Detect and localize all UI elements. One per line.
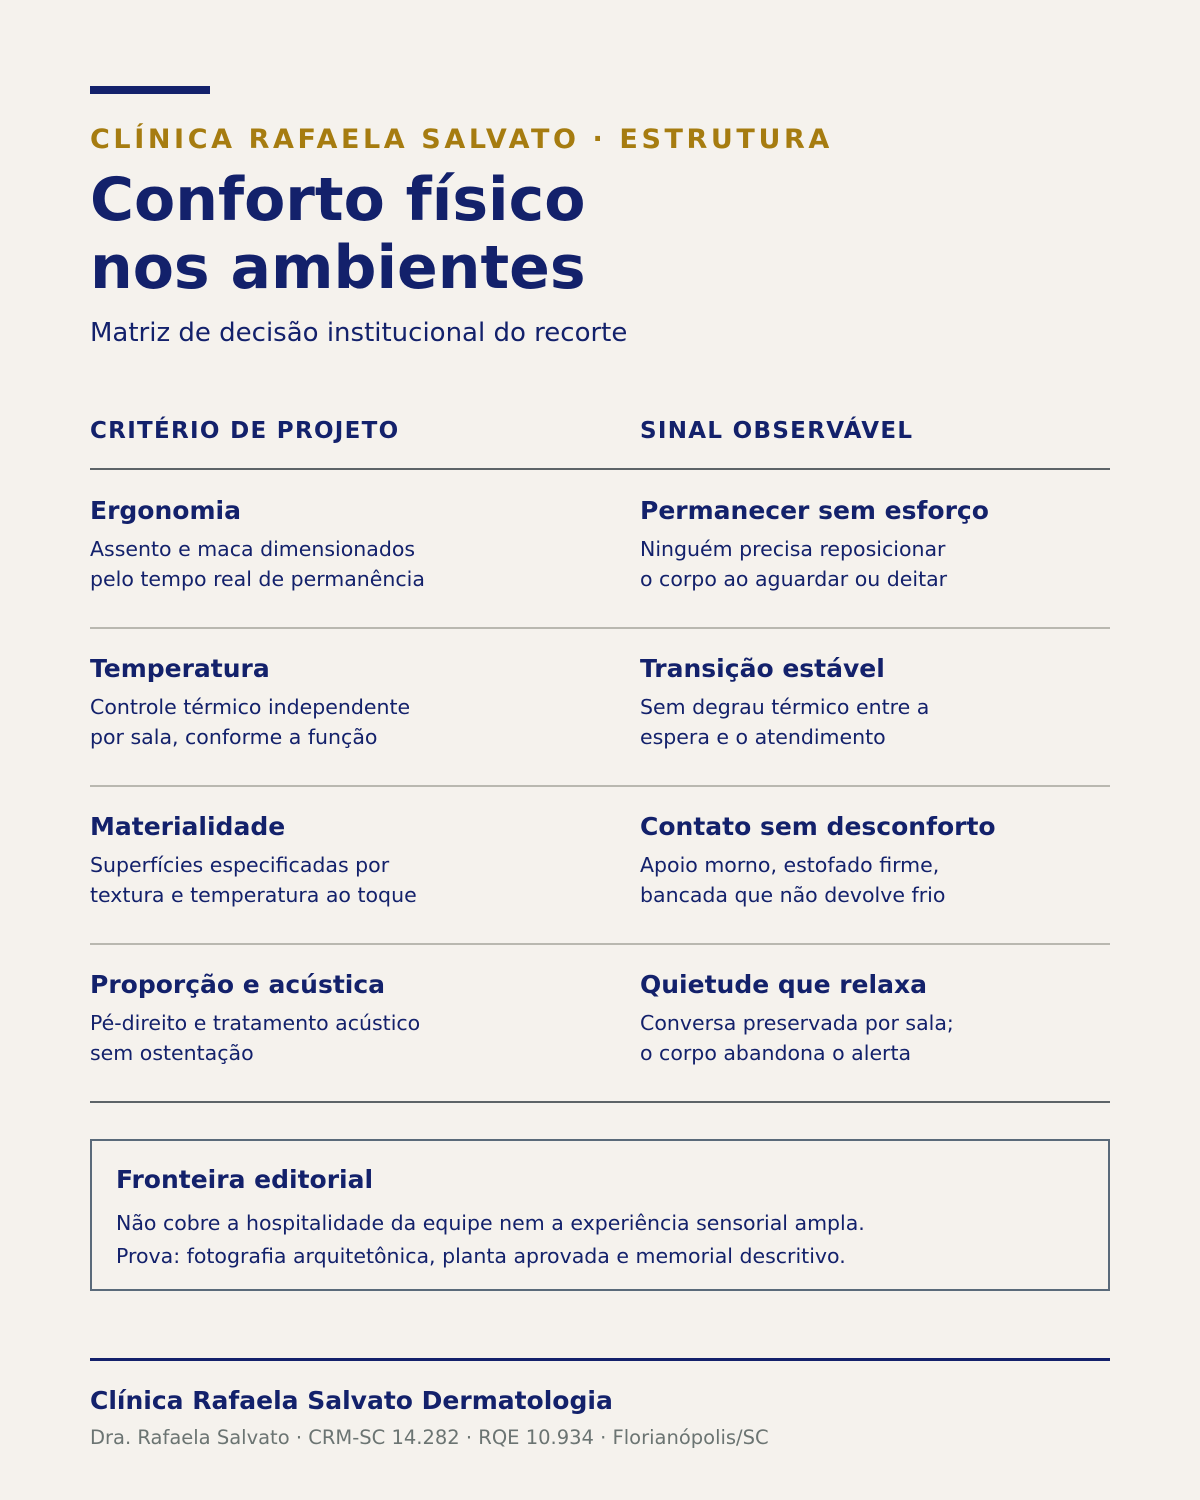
- column-header-criterion: CRITÉRIO DE PROJETO: [90, 418, 400, 444]
- description-line: textura e temperatura ao toque: [90, 883, 417, 907]
- description-line: Pé-direito e tratamento acústico: [90, 1011, 421, 1035]
- criterion-cell: [90, 786, 560, 910]
- footer-credentials: Dra. Rafaela Salvato · CRM-SC 14.282 · RQE 10.934 · Florianópolis/SC: [90, 1426, 769, 1449]
- description-line: Apoio morno, estofado firme,: [640, 853, 940, 877]
- description-line: o corpo ao aguardar ou deitar: [640, 567, 948, 591]
- signal-title: Transição estável: [640, 654, 885, 683]
- signal-cell: [640, 470, 1110, 594]
- kicker-label: CLÍNICA RAFAELA SALVATO · ESTRUTURA: [90, 124, 833, 155]
- description-line: sem ostentação: [90, 1041, 254, 1065]
- note-line: Prova: fotografia arquitetônica, planta aprovada e memorial descritivo.: [116, 1244, 846, 1268]
- description-line: espera e o atendimento: [640, 725, 886, 749]
- note-line: Não cobre a hospitalidade da equipe nem a experiência sensorial ampla.: [116, 1211, 865, 1235]
- criterion-description: [90, 534, 560, 594]
- signal-cell: [640, 628, 1110, 752]
- description-line: por sala, conforme a função: [90, 725, 378, 749]
- page-subtitle: Matriz de decisão institucional do recorte: [90, 318, 628, 348]
- criterion-description: [90, 1008, 560, 1068]
- description-line: pelo tempo real de permanência: [90, 567, 425, 591]
- editorial-note-box: [90, 1139, 1110, 1291]
- signal-cell: [640, 944, 1110, 1068]
- criterion-title: Proporção e acústica: [90, 970, 386, 999]
- matrix-row: [90, 944, 1110, 1102]
- page-title: [90, 166, 586, 302]
- accent-bar: [90, 86, 210, 94]
- matrix-row: [90, 628, 1110, 786]
- matrix-row: [90, 786, 1110, 944]
- signal-description: [640, 692, 1110, 752]
- criterion-title: Ergonomia: [90, 496, 241, 525]
- description-line: Conversa preservada por sala;: [640, 1011, 954, 1035]
- signal-description: [640, 534, 1110, 594]
- description-line: Superfícies especificadas por: [90, 853, 390, 877]
- criterion-cell: [90, 470, 560, 594]
- criterion-title: Materialidade: [90, 812, 286, 841]
- footer-clinic-name: Clínica Rafaela Salvato Dermatologia: [90, 1386, 613, 1415]
- signal-description: [640, 850, 1110, 910]
- criterion-cell: [90, 944, 560, 1068]
- criterion-title: Temperatura: [90, 654, 270, 683]
- description-line: Controle térmico independente: [90, 695, 411, 719]
- criterion-cell: [90, 628, 560, 752]
- criterion-description: [90, 692, 560, 752]
- description-line: Ninguém precisa reposicionar: [640, 537, 946, 561]
- page-title-line: Conforto físico: [90, 165, 586, 235]
- description-line: bancada que não devolve frio: [640, 883, 946, 907]
- signal-description: [640, 1008, 1110, 1068]
- description-line: o corpo abandona o alerta: [640, 1041, 912, 1065]
- criterion-description: [90, 850, 560, 910]
- page-title-line: nos ambientes: [90, 233, 586, 303]
- description-line: Assento e maca dimensionados: [90, 537, 416, 561]
- column-header-signal: SINAL OBSERVÁVEL: [640, 418, 914, 444]
- signal-title: Contato sem desconforto: [640, 812, 996, 841]
- signal-title: Quietude que relaxa: [640, 970, 927, 999]
- footer-rule: [90, 1358, 1110, 1361]
- table-bottom-rule: [90, 1101, 1110, 1103]
- signal-cell: [640, 786, 1110, 910]
- matrix-row: [90, 470, 1110, 628]
- description-line: Sem degrau térmico entre a: [640, 695, 930, 719]
- signal-title: Permanecer sem esforço: [640, 496, 989, 525]
- note-title: Fronteira editorial: [116, 1165, 374, 1194]
